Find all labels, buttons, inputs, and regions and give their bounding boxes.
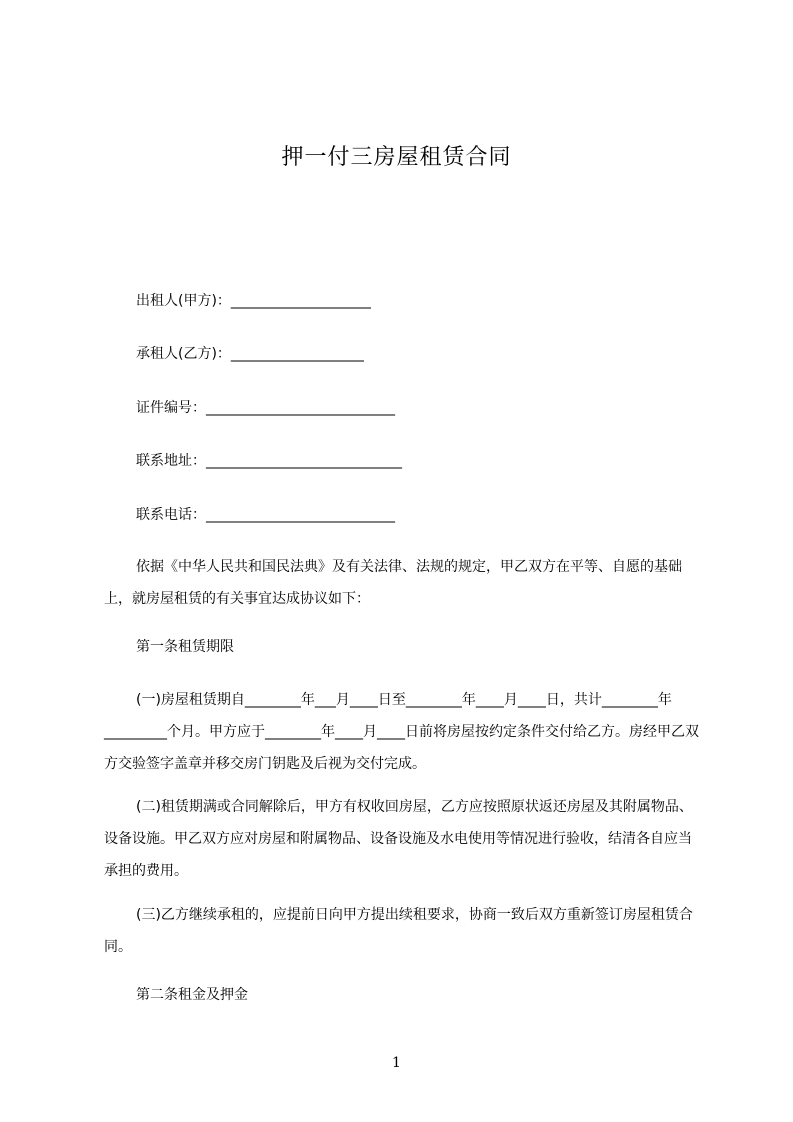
article-1-heading: 第一条租赁期限: [136, 639, 234, 655]
lessee-field: 承租人(乙方)：___________________: [136, 346, 364, 362]
contract-title: 押一付三房屋租赁合同: [281, 145, 512, 170]
article-2-heading: 第二条租金及押金: [136, 987, 248, 1003]
phone-field: 联系电话：___________________________: [136, 507, 395, 523]
article-1-item-2: (二)租赁期满或合同解除后，甲方有权收回房屋，乙方应按照原状返还房屋及其附属物品、设备设施。甲乙双方应对房屋和附属物品、设备设施及水电使用等情况进行验收，结清各自应当承担的费用。: [104, 799, 693, 879]
lessor-field: 出租人(甲方)：____________________: [136, 293, 371, 309]
address-field: 联系地址：____________________________: [136, 453, 402, 469]
id-number-field: 证件编号：___________________________: [136, 400, 395, 416]
page-number: 1: [392, 1055, 401, 1071]
article-1-item-1: (一)房屋租赁期自________年___月____日至________年____月____日，共计________年_________个月。甲方应于________年____月____日前将房屋按约定条件交付给乙方。房经甲乙双方交验签字盖章并移交房门钥匙及后视为交付完成。: [104, 692, 699, 772]
intro-paragraph: 依据《中华人民共和国民法典》及有关法律、法规的规定，甲乙双方在平等、自愿的基础上，就房屋租赁的有关事宜达成协议如下：: [104, 559, 682, 607]
article-1-item-3: (三)乙方继续承租的，应提前日向甲方提出续租要求，协商一致后双方重新签订房屋租赁合同。: [104, 907, 693, 955]
